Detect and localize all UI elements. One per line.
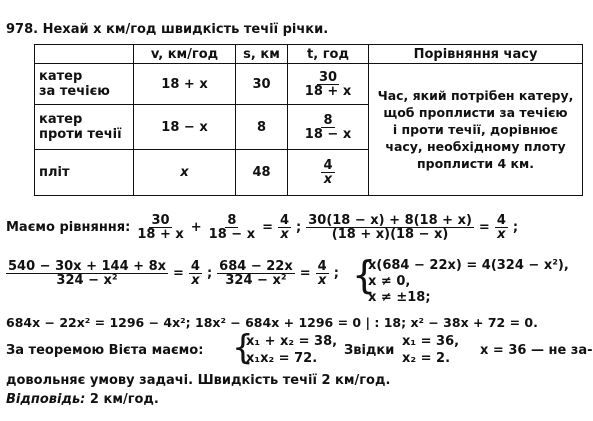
frac-den: x [191,273,200,288]
vieta-tail: x = 36 — не за- [480,343,593,358]
system-line: x ≠ 0, [368,274,411,289]
operator: = [173,266,184,281]
frac-num: 8 [227,213,237,228]
cell-t [288,150,369,196]
frac-den: 18 − x [208,227,256,242]
equation-line-1 [6,214,518,241]
operator: + [190,220,202,235]
cell-s: 48 [236,150,288,196]
cell-v: 18 + x [134,64,236,105]
system-brace: { [232,328,254,368]
answer-text: 2 км/год. [89,392,159,407]
comparison-line: часу, необхідному плоту [385,139,566,154]
row-label [35,64,134,105]
row-label-line: за течією [39,84,110,99]
from-label: Звідки [344,343,395,358]
frac-den: (18 + x)(18 − x) [331,227,449,242]
answer-label: Відповідь: [6,392,86,407]
fraction [306,214,474,241]
continuation-line: довольняє умову задачі. Швидкість течії 2 км/год. [6,373,391,388]
system-brace: { [352,253,377,297]
frac-num: 540 − 30x + 144 + 8x [8,259,167,274]
cell-v: x [134,150,236,196]
comparison-line: проплисти 4 км. [417,156,534,171]
frac-num: 30 [151,213,170,228]
table-header [35,45,134,64]
separator: ; [512,220,519,235]
cell-s: 30 [236,64,288,105]
frac-num: 4 [279,213,290,228]
frac-den: x [497,227,506,242]
cell-t [288,105,369,150]
comparison-line: щоб проплисти за течією [383,105,568,120]
operator: = [299,266,311,281]
row-label-line: пліт [39,165,70,180]
roots [402,333,459,367]
frac-den: 18 + x [137,227,184,242]
frac-den: 324 − x² [225,273,287,288]
frac-num: 30 [318,69,338,85]
root-line: x₁ = 36, [402,334,460,349]
frac-num: 4 [317,259,327,274]
answer-line [6,392,159,407]
equation-label: Маємо рівняння: [6,220,131,235]
frac-den: x [323,172,333,187]
table-header: Порівняння часу [369,45,583,64]
separator: ; [296,220,302,235]
fraction [217,260,295,287]
fraction [316,260,329,287]
cell-t [288,64,369,105]
comparison-cell [369,64,583,196]
system-line: x(684 − 22x) = 4(324 − x²), [368,258,569,273]
table-header: t, год [288,45,369,64]
frac-den: x [280,227,289,242]
system-line: x₁ + x₂ = 38, [246,334,338,349]
system-line: x₁x₂ = 72. [246,351,318,366]
problem-text: Нехай x км/год швидкість течії річки. [42,22,329,37]
frac-num: 4 [323,158,333,173]
fraction [6,260,168,287]
separator: ; [333,266,339,281]
fraction [135,214,185,241]
frac-num: 4 [190,259,200,274]
frac-den: 18 − x [304,126,352,142]
table-header: v, км/год [134,45,236,64]
frac-num: 8 [323,112,333,128]
fraction [495,214,508,241]
fraction [189,260,202,287]
system-block [368,258,569,306]
problem-line [6,22,328,37]
cell-s: 8 [236,105,288,150]
problem-number: 978. [6,22,39,37]
equation-line-3: 684x − 22x² = 1296 − 4x²; 18x² − 684x + 1296 = 0 | : 18; x² − 38x + 72 = 0. [6,315,538,330]
comparison-line: Час, який потрібен катеру, [377,88,574,103]
operator: = [478,220,490,235]
table-row [35,64,583,105]
table-header-row [35,45,583,64]
system-line: x ≠ ±18; [368,290,431,305]
root-line: x₂ = 2. [402,351,451,366]
fraction [207,214,257,241]
data-table [34,44,583,196]
row-label-line: катер [39,69,83,84]
operator: = [262,220,273,235]
table-header: s, км [236,45,288,64]
comparison-line: і проти течії, дорівнює [392,122,559,137]
vieta-system [246,333,337,367]
frac-den: x [317,273,327,288]
separator: ; [206,266,213,281]
frac-den: 18 + x [304,83,352,99]
frac-den: 324 − x² [56,273,118,288]
frac-num: 684 − 22x [219,259,293,274]
row-label [35,150,134,196]
vieta-label: За теоремою Вієта маємо: [6,343,204,358]
equation-line-2 [6,260,339,287]
row-label-line: катер [39,112,83,127]
cell-v: 18 − x [134,105,236,150]
fraction [278,214,291,241]
row-label-line: проти течії [39,127,122,142]
frac-num: 30(18 − x) + 8(18 + x) [308,213,472,228]
row-label [35,105,134,150]
frac-num: 4 [496,213,506,228]
